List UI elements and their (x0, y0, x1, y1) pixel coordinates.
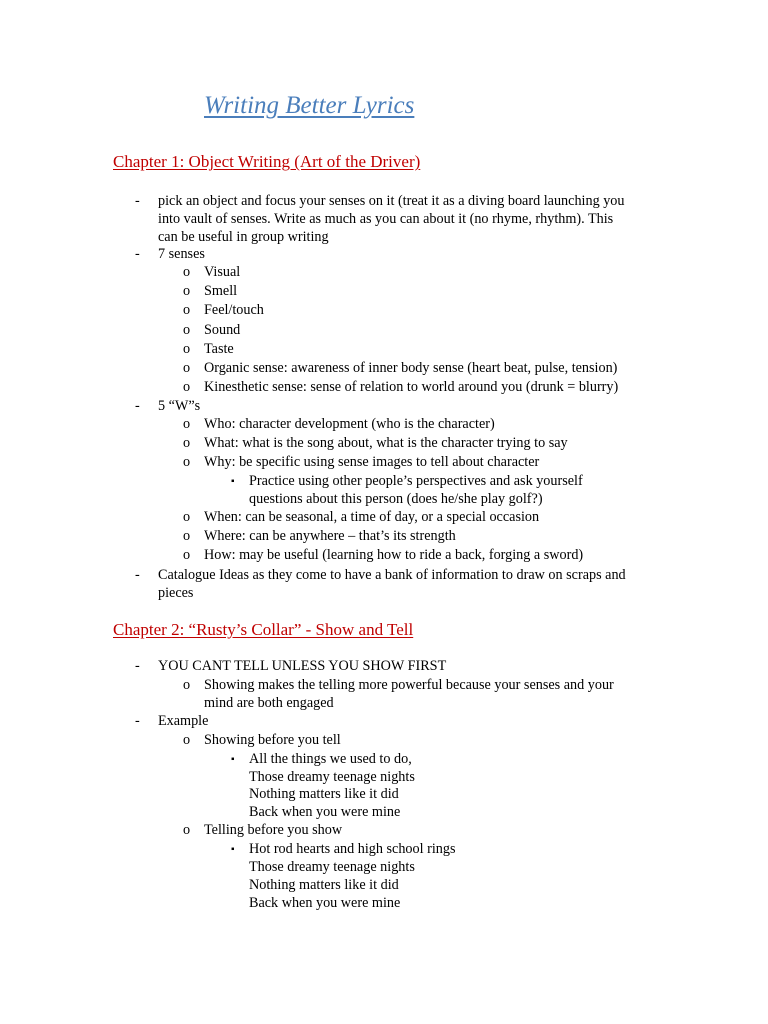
chapter-1-heading: Chapter 1: Object Writing (Art of the Driver) (113, 152, 421, 171)
o-bullet: o (183, 283, 191, 299)
sense-item: Visual (204, 264, 241, 280)
lyric-line: Back when you were mine (249, 804, 401, 820)
list-item-text: Catalogue Ideas as they come to have a bank of information to draw on scraps and (158, 567, 626, 583)
o-bullet: o (183, 302, 191, 318)
w-item: Where: can be anywhere – that’s its strength (204, 528, 456, 544)
sub-item-text: Practice using other people’s perspectives and ask yourself (249, 473, 583, 489)
w-item: How: may be useful (learning how to ride a back, forging a sword) (204, 547, 584, 563)
sense-item: Smell (204, 283, 238, 299)
list-item-text: 7 senses (158, 246, 205, 262)
o-bullet: o (183, 341, 191, 357)
o-bullet: o (183, 547, 191, 563)
dash-bullet: - (135, 713, 140, 729)
list-item-text: 5 “W”s (158, 398, 201, 414)
o-bullet: o (183, 379, 191, 395)
o-bullet: o (183, 360, 191, 376)
sense-item: Organic sense: awareness of inner body sense (heart beat, pulse, tension) (204, 360, 618, 376)
o-bullet: o (183, 322, 191, 338)
sub-item-text: questions about this person (does he/she play golf?) (249, 491, 543, 507)
w-item: Why: be specific using sense images to tell about character (204, 454, 540, 470)
sense-item: Kinesthetic sense: sense of relation to world around you (drunk = blurry) (204, 379, 619, 395)
o-bullet: o (183, 454, 191, 470)
dash-bullet: - (135, 246, 140, 262)
dash-bullet: - (135, 658, 140, 674)
dash-bullet: - (135, 398, 140, 414)
o-bullet: o (183, 677, 191, 693)
example-label: Showing before you tell (204, 732, 341, 748)
o-bullet: o (183, 528, 191, 544)
lyric-line: Hot rod hearts and high school rings (249, 841, 456, 857)
lyric-line: Those dreamy teenage nights (249, 769, 415, 785)
dash-bullet: - (135, 193, 140, 209)
lyric-line: Those dreamy teenage nights (249, 859, 415, 875)
square-bullet: ▪ (231, 754, 235, 765)
lyric-line: Nothing matters like it did (249, 786, 399, 802)
o-bullet: o (183, 416, 191, 432)
list-item-text: Example (158, 713, 209, 729)
lyric-line: Back when you were mine (249, 895, 401, 911)
o-bullet: o (183, 264, 191, 280)
o-bullet: o (183, 509, 191, 525)
sense-item: Feel/touch (204, 302, 264, 318)
chapter-2-heading: Chapter 2: “Rusty’s Collar” - Show and Tell (113, 620, 414, 639)
o-bullet: o (183, 435, 191, 451)
w-item: Who: character development (who is the character) (204, 416, 495, 432)
example-label: Telling before you show (204, 822, 343, 838)
list-item-text: pieces (158, 585, 194, 601)
document-title: Writing Better Lyrics (204, 92, 415, 119)
list-item-text: pick an object and focus your senses on it (treat it as a diving board launching you (158, 193, 625, 209)
lyric-line: All the things we used to do, (249, 751, 412, 767)
sub-item-text: Showing makes the telling more powerful because your senses and your (204, 677, 614, 693)
lyric-line: Nothing matters like it did (249, 877, 399, 893)
sense-item: Sound (204, 322, 241, 338)
o-bullet: o (183, 732, 191, 748)
square-bullet: ▪ (231, 476, 235, 487)
sense-item: Taste (204, 341, 234, 357)
list-item-text: into vault of senses. Write as much as you can about it (no rhyme, rhythm). This (158, 211, 614, 227)
square-bullet: ▪ (231, 844, 235, 855)
w-item: When: can be seasonal, a time of day, or a special occasion (204, 509, 540, 525)
dash-bullet: - (135, 567, 140, 583)
list-item-text: can be useful in group writing (158, 229, 329, 245)
o-bullet: o (183, 822, 191, 838)
sub-item-text: mind are both engaged (204, 695, 334, 711)
w-item: What: what is the song about, what is the character trying to say (204, 435, 568, 451)
list-item-text: YOU CANT TELL UNLESS YOU SHOW FIRST (158, 658, 447, 674)
